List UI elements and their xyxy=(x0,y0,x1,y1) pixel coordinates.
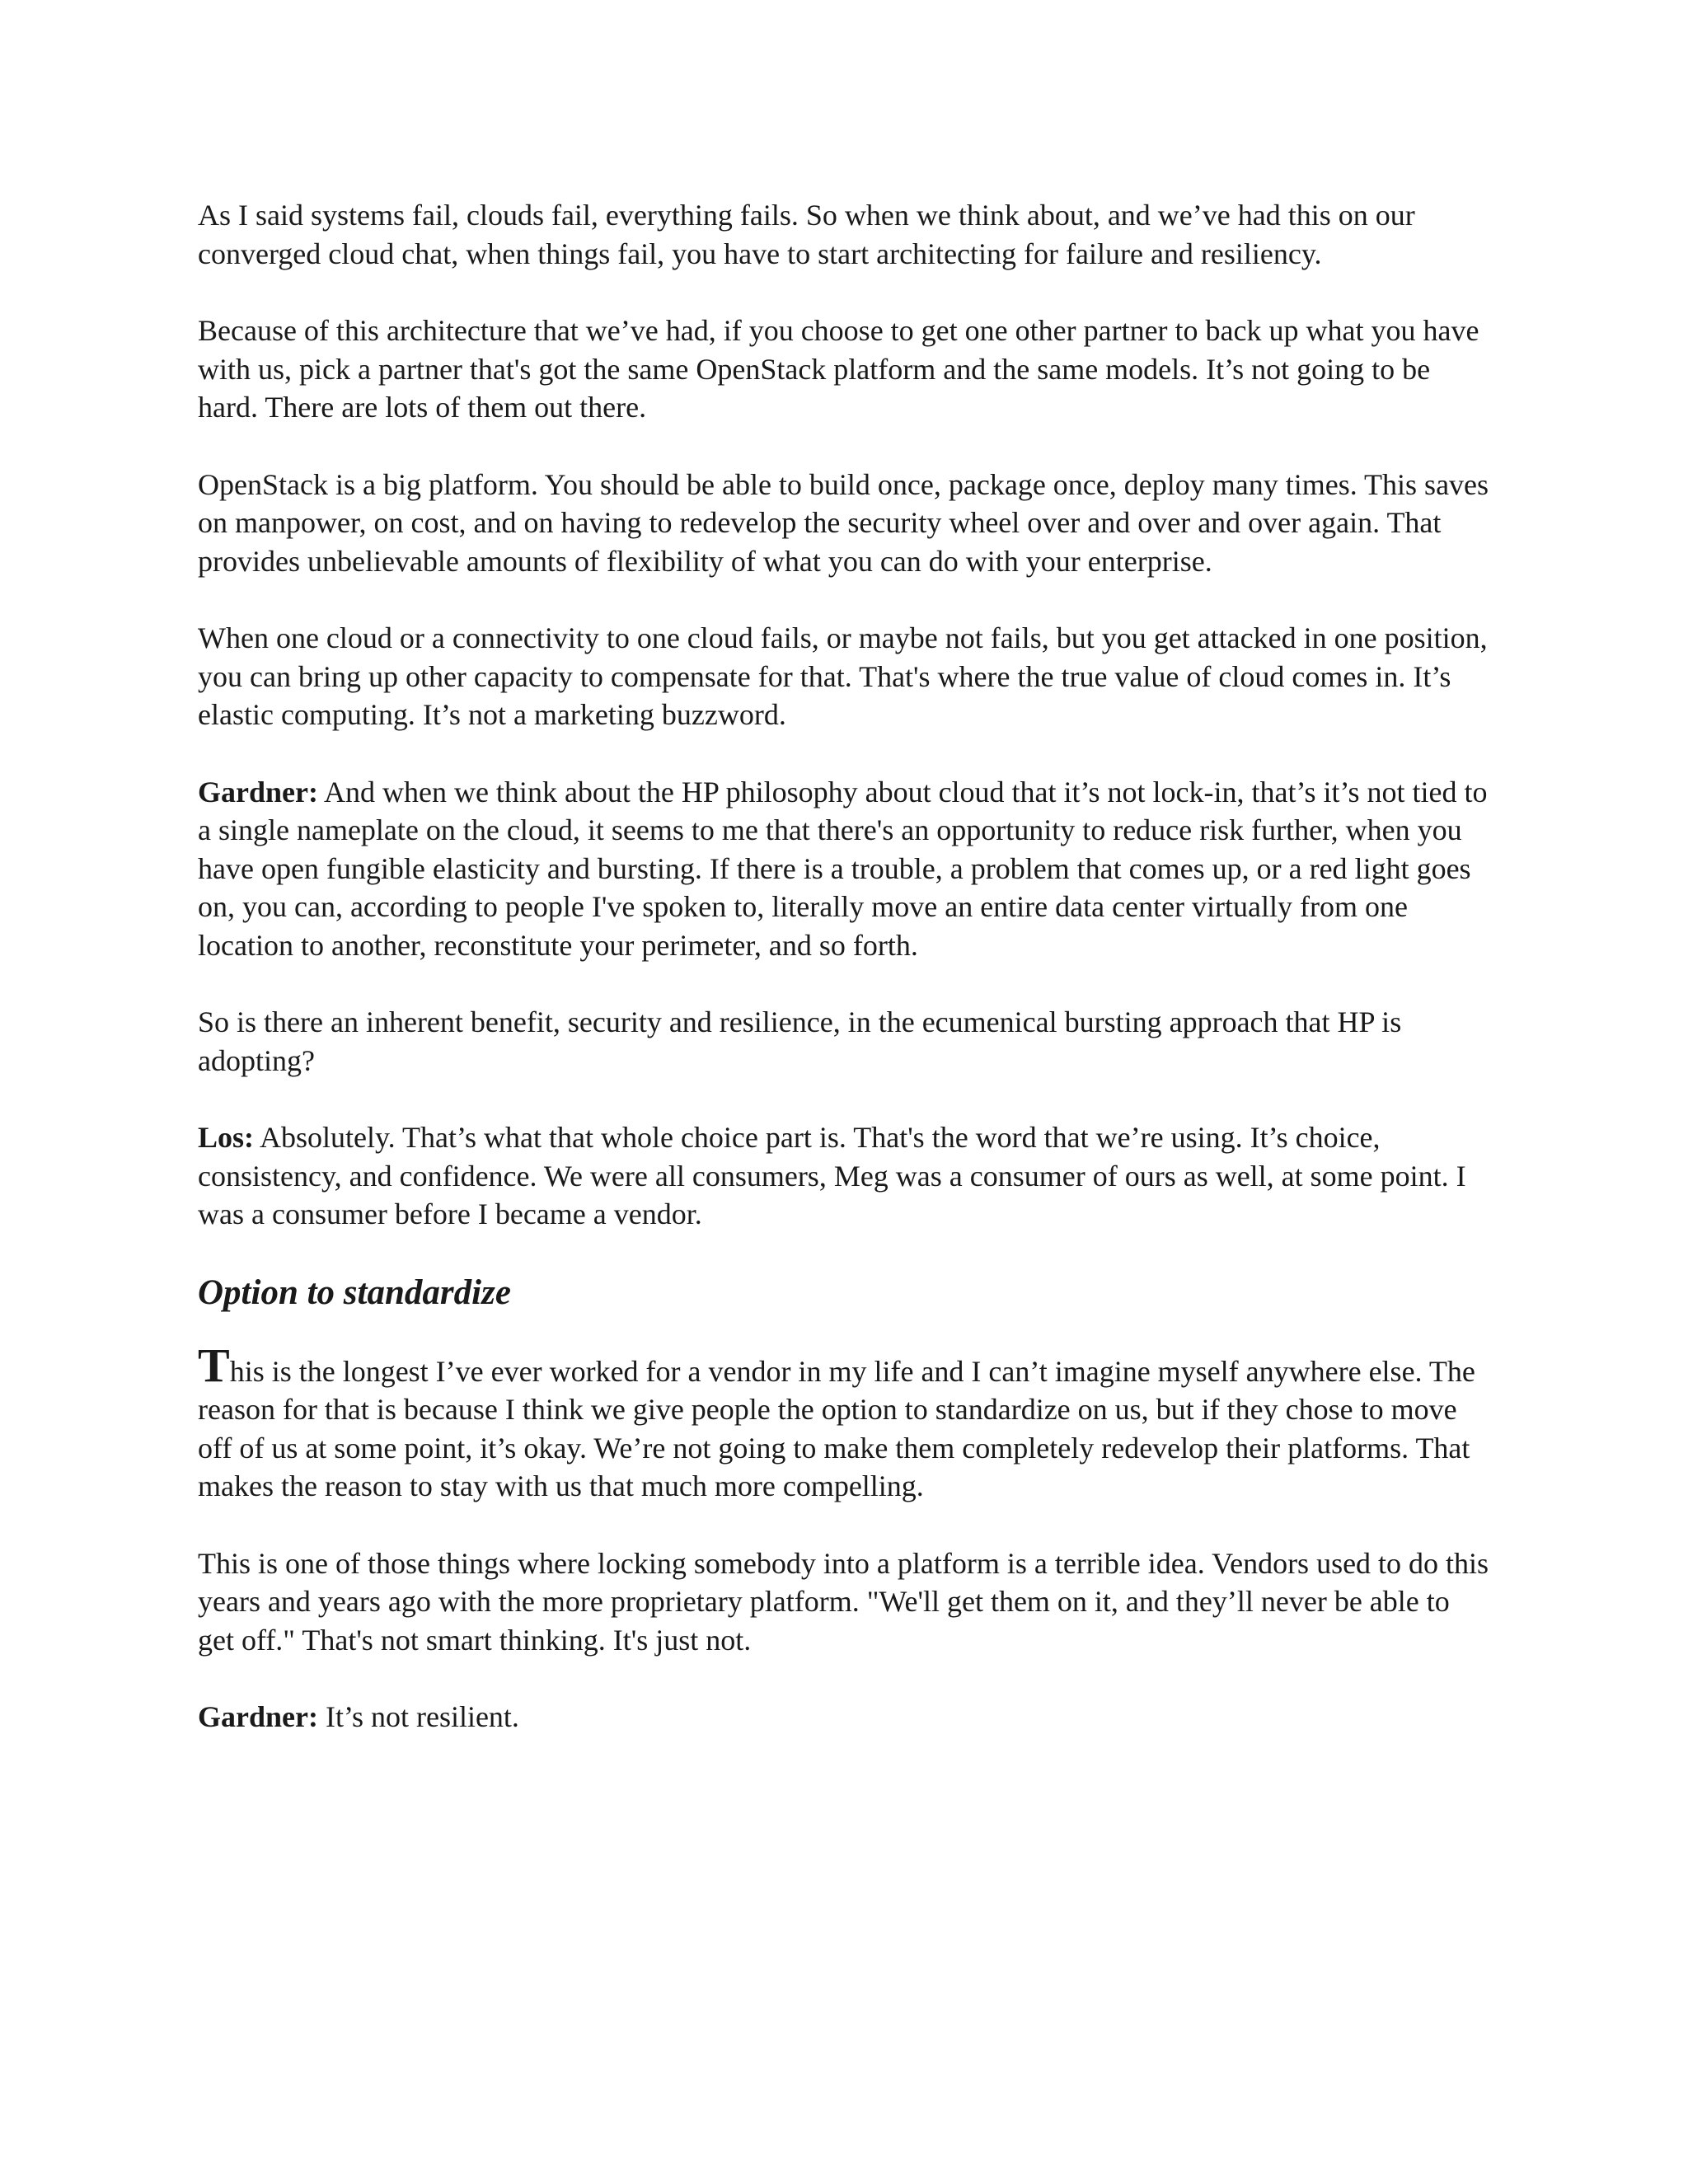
speaker-label: Gardner: xyxy=(198,1700,318,1733)
paragraph-4 xyxy=(198,619,1492,734)
paragraph-text: Absolutely. That’s what that whole choice part is. That's the word that we’re using. It’s choice, consistency, and confidence. We were all consumers, Meg was a consumer of ours as well, at some point. I was a consumer before I became a vendor. xyxy=(198,1121,1466,1230)
paragraph-9 xyxy=(198,1698,1492,1736)
speaker-label: Los: xyxy=(198,1121,255,1154)
paragraph-text: When one cloud or a connectivity to one cloud fails, or maybe not fails, but you get attacked in one position, you can bring up other capacity to compensate for that. That's where the true value of cloud comes in. It’s elastic computing. It’s not a marketing buzzword. xyxy=(198,621,1488,731)
paragraph-8 xyxy=(198,1544,1492,1660)
paragraph-text: It’s not resilient. xyxy=(317,1700,519,1733)
paragraph-dropcap xyxy=(198,1338,1492,1506)
paragraph-7 xyxy=(198,1118,1492,1234)
paragraph-1 xyxy=(198,196,1492,273)
paragraph-3 xyxy=(198,466,1492,581)
paragraph-text: So is there an inherent benefit, security and resilience, in the ecumenical bursting approach that HP is adopting? xyxy=(198,1005,1402,1077)
paragraph-text: This is one of those things where locking somebody into a platform is a terrible idea. Vendors used to do this years and years ago with the more proprietary platform. "We'll get them on it, and they’ll never be able to get off." That's not smart thinking. It's just not. xyxy=(198,1546,1489,1657)
paragraph-text: And when we think about the HP philosophy about cloud that it’s not lock-in, that’s it’s not tied to a single nameplate on the cloud, it seems to me that there's an opportunity to reduce risk further, when you have open fungible elasticity and bursting. If there is a trouble, a problem that comes up, or a red light goes on, you can, according to people I've spoken to, literally move an entire data center virtually from one location to another, reconstitute your perimeter, and so forth. xyxy=(198,775,1488,962)
paragraph-5 xyxy=(198,773,1492,965)
paragraph-text: his is the longest I’ve ever worked for a vendor in my life and I can’t imagine myself anywhere else. The reason for that is because I think we give people the option to standardize on us, but if they chose to move off of us at some point, it’s okay. We’re not going to make them completely redevelop their platforms. That makes the reason to stay with us that much more compelling. xyxy=(198,1354,1475,1502)
paragraph-text: Because of this architecture that we’ve had, if you choose to get one other partner to back up what you have with us, pick a partner that's got the same OpenStack platform and the same models. It’s not going to be hard. There are lots of them out there. xyxy=(198,314,1479,424)
paragraph-text: OpenStack is a big platform. You should be able to build once, package once, deploy many times. This saves on manpower, on cost, and on having to redevelop the security wheel over and over and over again. That provides unbelievable amounts of flexibility of what you can do with your enterprise. xyxy=(198,467,1489,578)
speaker-label: Gardner: xyxy=(198,775,318,808)
paragraph-6 xyxy=(198,1003,1492,1080)
document-page xyxy=(198,196,1492,1775)
section-heading: Option to standardize xyxy=(198,1272,511,1312)
drop-cap-letter: T xyxy=(198,1338,230,1392)
paragraph-2 xyxy=(198,312,1492,427)
paragraph-text: As I said systems fail, clouds fail, everything fails. So when we think about, and we’ve had this on our converged cloud chat, when things fail, you have to start architecting for failure and resiliency. xyxy=(198,199,1415,270)
